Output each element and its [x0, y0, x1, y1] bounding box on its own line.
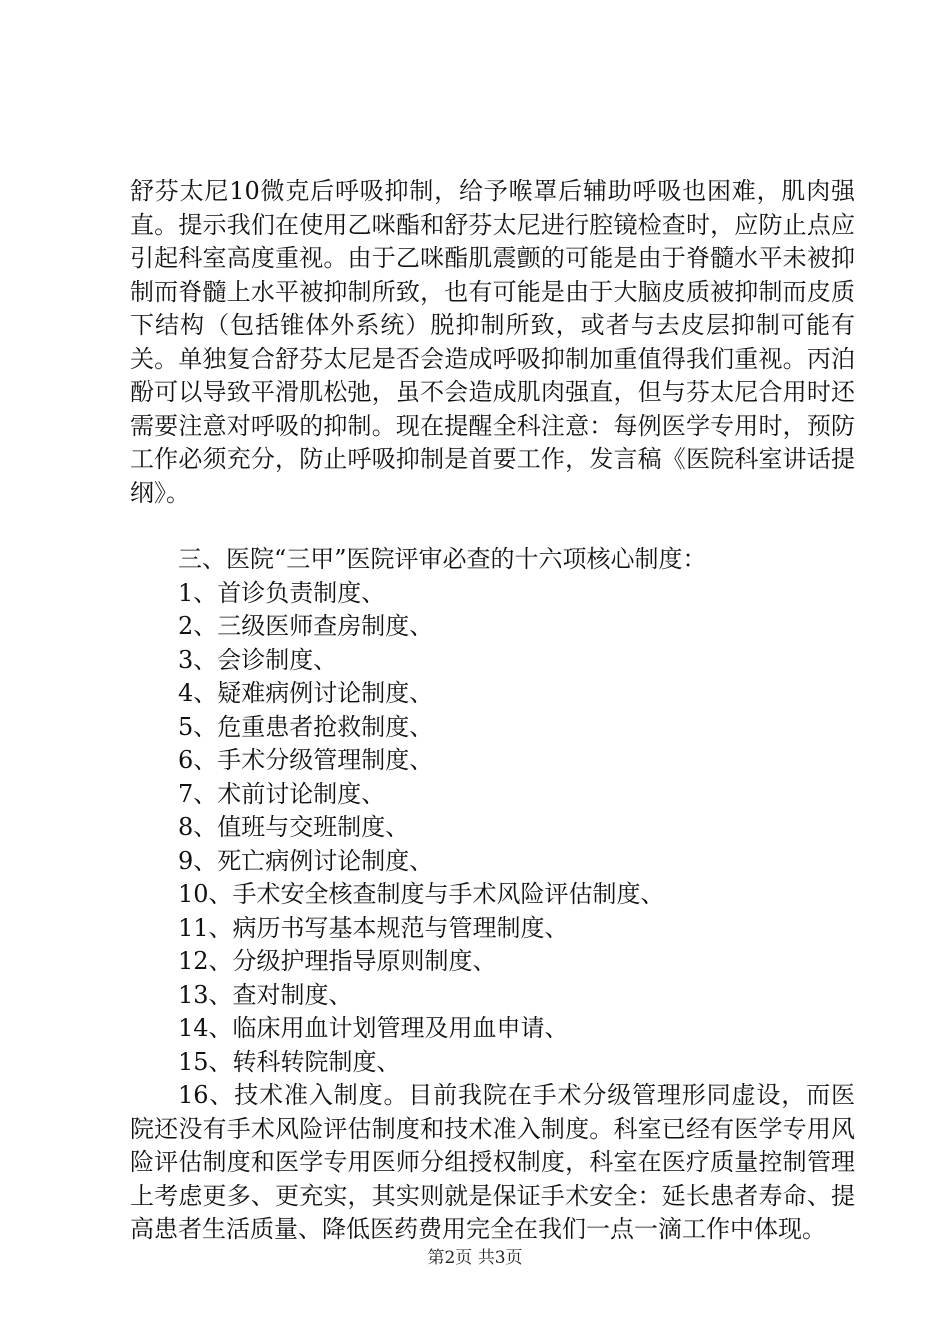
document-body: [130, 175, 855, 1247]
list-item: 1、首诊负责制度、: [178, 578, 386, 607]
list-item: 14、临床用血计划管理及用血申请、: [178, 1014, 569, 1042]
list-item: 11、病历书写基本规范与管理制度、: [178, 913, 569, 942]
list-item: 6、手术分级管理制度、: [178, 746, 434, 774]
list-item: 8、值班与交班制度、: [178, 813, 410, 841]
list-item: 15、转科转院制度、: [178, 1047, 401, 1076]
list-item: 10、手术安全核查制度与手术风险评估制度、: [178, 880, 665, 908]
list-item: 9、死亡病例讨论制度、: [178, 846, 434, 875]
list-item: 7、术前讨论制度、: [178, 779, 386, 808]
list-item: 4、疑难病例讨论制度、: [178, 679, 434, 707]
section-heading: 三、医院“三甲”医院评审必查的十六项核心制度：: [178, 545, 707, 573]
list-item: 3、会诊制度、: [178, 645, 338, 674]
core-systems-section: [130, 543, 855, 1247]
paragraph-closing: 16、技术准入制度。目前我院在手术分级管理形同虚设，而医院还没有手术风险评估制度和技术准入制度。科室已经有医学专用风险评估制度和医学专用医师分组授权制度，科室在医疗质量控制管理上考虑更多、更充实，其实则就是保证手术安全：延长患者寿命、提高患者生活质量、降低医药费用完全在我们一点一滴工作中体现。: [130, 1081, 855, 1243]
list-item: 5、危重患者抢救制度、: [178, 712, 434, 741]
list-item: 13、查对制度、: [178, 980, 353, 1009]
list-item: 12、分级护理指导原则制度、: [178, 947, 497, 975]
page-number-footer: 第2页 共3页: [427, 1248, 523, 1268]
list-item: 2、三级医师查房制度、: [178, 612, 434, 640]
paragraph-intro: 舒芬太尼10微克后呼吸抑制，给予喉罩后辅助呼吸也困难，肌肉强直。提示我们在使用乙咪酯和舒芬太尼进行腔镜检查时，应防止点应引起科室高度重视。由于乙咪酯肌震颤的可能是由于脊髓水平未被抑制而脊髓上水平被抑制所致，也有可能是由于大脑皮质被抑制而皮质下结构（包括锥体外系统）脱抑制所致，或者与去皮层抑制可能有关。单独复合舒芬太尼是否会造成呼吸抑制加重值得我们重视。丙泊酚可以导致平滑肌松弛，虽不会造成肌肉强直，但与芬太尼合用时还需要注意对呼吸的抑制。现在提醒全科注意：每例医学专用时，预防工作必须充分，防止呼吸抑制是首要工作，发言稿《医院科室讲话提纲》。: [130, 177, 855, 507]
core-systems-list: [130, 577, 855, 1080]
